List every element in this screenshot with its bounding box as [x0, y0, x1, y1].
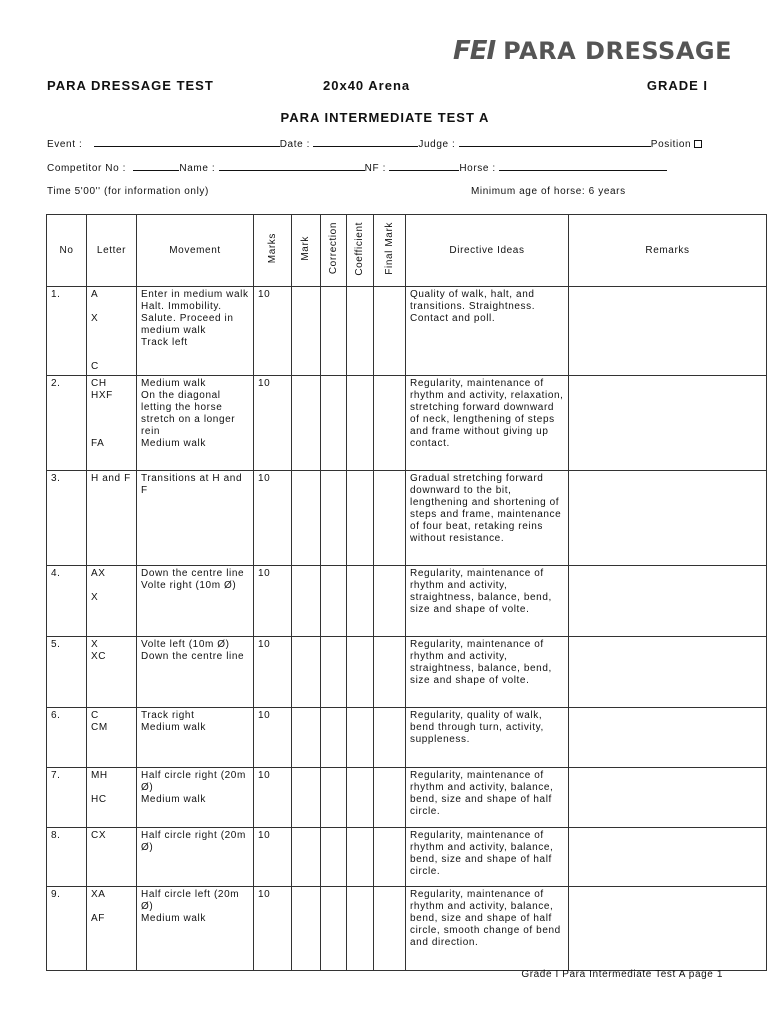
- row-number: 9.: [47, 887, 87, 971]
- page-footer: Grade I Para Intermediate Test A page 1: [521, 969, 723, 980]
- table-row: [47, 637, 767, 708]
- row-final-mark-cell[interactable]: [374, 376, 406, 471]
- row-mark-cell[interactable]: [292, 566, 321, 637]
- row-number: 4.: [47, 566, 87, 637]
- row-mark-cell[interactable]: [292, 637, 321, 708]
- row-correction-cell[interactable]: [321, 566, 347, 637]
- table-row: [47, 708, 767, 768]
- horse-field[interactable]: [499, 162, 667, 171]
- row-max-marks: 10: [254, 566, 292, 637]
- row-correction-cell[interactable]: [321, 887, 347, 971]
- nf-label: NF :: [364, 163, 386, 174]
- event-label: Event :: [47, 139, 83, 150]
- row-coefficient-cell: [347, 768, 374, 828]
- row-movement: Volte left (10m Ø) Down the centre line: [137, 637, 254, 708]
- name-field[interactable]: [219, 162, 365, 171]
- row-max-marks: 10: [254, 471, 292, 566]
- row-coefficient-cell: [347, 471, 374, 566]
- row-mark-cell[interactable]: [292, 471, 321, 566]
- form-line-2: [47, 162, 667, 174]
- col-final-mark-label: Final Mark: [383, 222, 395, 275]
- row-mark-cell[interactable]: [292, 708, 321, 768]
- row-letter: C CM: [87, 708, 137, 768]
- test-type-heading: PARA DRESSAGE TEST: [47, 78, 214, 93]
- row-number: 3.: [47, 471, 87, 566]
- row-movement: Down the centre line Volte right (10m Ø): [137, 566, 254, 637]
- row-movement: Half circle right (20m Ø) Medium walk: [137, 768, 254, 828]
- row-final-mark-cell[interactable]: [374, 471, 406, 566]
- competitor-field[interactable]: [133, 162, 179, 171]
- col-mark-label: Mark: [300, 236, 311, 261]
- row-letter: H and F: [87, 471, 137, 566]
- grade-heading: GRADE I: [646, 78, 708, 93]
- row-remarks-cell[interactable]: [569, 287, 767, 376]
- col-movement-header: Movement: [137, 215, 254, 287]
- row-movement: Half circle left (20m Ø) Medium walk: [137, 887, 254, 971]
- table-row: [47, 566, 767, 637]
- row-directive-ideas: Quality of walk, halt, and transitions. Straightness. Contact and poll.: [406, 287, 569, 376]
- row-final-mark-cell[interactable]: [374, 287, 406, 376]
- row-coefficient-cell: [347, 376, 374, 471]
- position-label: Position: [650, 139, 692, 150]
- row-remarks-cell[interactable]: [569, 566, 767, 637]
- row-movement: Track right Medium walk: [137, 708, 254, 768]
- date-field[interactable]: [313, 138, 418, 147]
- judge-label: Judge :: [418, 139, 456, 150]
- row-mark-cell[interactable]: [292, 768, 321, 828]
- row-letter: CX: [87, 828, 137, 887]
- row-final-mark-cell[interactable]: [374, 887, 406, 971]
- row-directive-ideas: Regularity, quality of walk, bend through turn, activity, suppleness.: [406, 708, 569, 768]
- row-final-mark-cell[interactable]: [374, 828, 406, 887]
- row-coefficient-cell: [347, 887, 374, 971]
- row-coefficient-cell: [347, 566, 374, 637]
- row-coefficient-cell: [347, 708, 374, 768]
- row-correction-cell[interactable]: [321, 287, 347, 376]
- min-age-note: Minimum age of horse: 6 years: [471, 186, 626, 197]
- scoring-table: [46, 214, 767, 971]
- row-coefficient-cell: [347, 828, 374, 887]
- time-note: Time 5'00'' (for information only): [47, 186, 209, 197]
- row-max-marks: 10: [254, 376, 292, 471]
- row-movement: Enter in medium walk Halt. Immobility. Salute. Proceed in medium walk Track left: [137, 287, 254, 376]
- table-header-row: [47, 215, 767, 287]
- fei-logo: [453, 36, 732, 66]
- row-remarks-cell[interactable]: [569, 637, 767, 708]
- row-max-marks: 10: [254, 768, 292, 828]
- test-title: PARA INTERMEDIATE TEST A: [280, 110, 490, 125]
- row-final-mark-cell[interactable]: [374, 708, 406, 768]
- row-directive-ideas: Regularity, maintenance of rhythm and activity, balance, bend, size and shape of half circle, smooth change of bend and direction.: [406, 887, 569, 971]
- row-number: 6.: [47, 708, 87, 768]
- row-number: 5.: [47, 637, 87, 708]
- row-letter: A X C: [87, 287, 137, 376]
- row-remarks-cell[interactable]: [569, 887, 767, 971]
- row-remarks-cell[interactable]: [569, 708, 767, 768]
- row-movement: Medium walk On the diagonal letting the horse stretch on a longer rein Medium walk: [137, 376, 254, 471]
- position-checkbox[interactable]: [694, 140, 702, 148]
- col-mark-header: [292, 215, 321, 287]
- row-coefficient-cell: [347, 287, 374, 376]
- row-letter: MH HC: [87, 768, 137, 828]
- table-row: [47, 887, 767, 971]
- row-correction-cell[interactable]: [321, 471, 347, 566]
- row-directive-ideas: Regularity, maintenance of rhythm and activity, balance, bend, size and shape of half circle.: [406, 768, 569, 828]
- row-remarks-cell[interactable]: [569, 376, 767, 471]
- row-letter: XA AF: [87, 887, 137, 971]
- row-number: 1.: [47, 287, 87, 376]
- col-marks-header: [254, 215, 292, 287]
- row-correction-cell[interactable]: [321, 376, 347, 471]
- row-correction-cell[interactable]: [321, 768, 347, 828]
- col-marks-label: Marks: [266, 233, 278, 264]
- row-remarks-cell[interactable]: [569, 768, 767, 828]
- row-max-marks: 10: [254, 637, 292, 708]
- row-movement: Half circle right (20m Ø): [137, 828, 254, 887]
- table-row: [47, 376, 767, 471]
- row-coefficient-cell: [347, 637, 374, 708]
- table-row: [47, 768, 767, 828]
- row-directive-ideas: Regularity, maintenance of rhythm and activity, straightness, balance, bend, size and shape of volte.: [406, 637, 569, 708]
- row-mark-cell[interactable]: [292, 287, 321, 376]
- row-correction-cell[interactable]: [321, 708, 347, 768]
- col-final-mark-header: [374, 215, 406, 287]
- row-max-marks: 10: [254, 828, 292, 887]
- competitor-label: Competitor No :: [47, 163, 127, 174]
- row-letter: AX X: [87, 566, 137, 637]
- fei-logo-mark: FEI: [452, 36, 496, 66]
- row-letter: CH HXF FA: [87, 376, 137, 471]
- row-correction-cell[interactable]: [321, 828, 347, 887]
- row-number: 8.: [47, 828, 87, 887]
- row-remarks-cell[interactable]: [569, 828, 767, 887]
- nf-field[interactable]: [389, 162, 459, 171]
- row-directive-ideas: Gradual stretching forward downward to the bit, lengthening and shortening of steps and frame, maintenance of four beat, retaking reins without resistance.: [406, 471, 569, 566]
- row-max-marks: 10: [254, 887, 292, 971]
- col-no-header: No: [47, 215, 87, 287]
- row-final-mark-cell[interactable]: [374, 566, 406, 637]
- col-directive-ideas-header: Directive Ideas: [406, 215, 569, 287]
- col-remarks-header: Remarks: [569, 215, 767, 287]
- col-letter-header: Letter: [87, 215, 137, 287]
- table-row: [47, 287, 767, 376]
- fei-logo-text: PARA DRESSAGE: [503, 37, 732, 65]
- row-final-mark-cell[interactable]: [374, 768, 406, 828]
- row-directive-ideas: Regularity, maintenance of rhythm and activity, relaxation, stretching forward downward of neck, lengthening of steps and frame without giving up contact.: [406, 376, 569, 471]
- row-remarks-cell[interactable]: [569, 471, 767, 566]
- event-field[interactable]: [94, 138, 280, 147]
- row-movement: Transitions at H and F: [137, 471, 254, 566]
- table-row: [47, 471, 767, 566]
- row-mark-cell[interactable]: [292, 828, 321, 887]
- row-mark-cell[interactable]: [292, 376, 321, 471]
- date-label: Date :: [279, 139, 310, 150]
- row-correction-cell[interactable]: [321, 637, 347, 708]
- name-label: Name :: [179, 163, 216, 174]
- row-number: 2.: [47, 376, 87, 471]
- col-correction-label: Correction: [327, 222, 339, 275]
- row-directive-ideas: Regularity, maintenance of rhythm and activity, balance, bend, size and shape of half circle.: [406, 828, 569, 887]
- table-row: [47, 828, 767, 887]
- row-final-mark-cell[interactable]: [374, 637, 406, 708]
- col-coefficient-label: Coefficient: [354, 221, 365, 276]
- form-line-1: [47, 138, 702, 150]
- arena-heading: 20x40 Arena: [323, 78, 411, 93]
- horse-label: Horse :: [459, 163, 496, 174]
- col-coefficient-header: [347, 215, 374, 287]
- judge-field[interactable]: [459, 138, 651, 147]
- row-mark-cell[interactable]: [292, 887, 321, 971]
- row-letter: X XC: [87, 637, 137, 708]
- row-max-marks: 10: [254, 287, 292, 376]
- row-number: 7.: [47, 768, 87, 828]
- row-directive-ideas: Regularity, maintenance of rhythm and activity, straightness, balance, bend, size and shape of volte.: [406, 566, 569, 637]
- row-max-marks: 10: [254, 708, 292, 768]
- col-correction-header: [321, 215, 347, 287]
